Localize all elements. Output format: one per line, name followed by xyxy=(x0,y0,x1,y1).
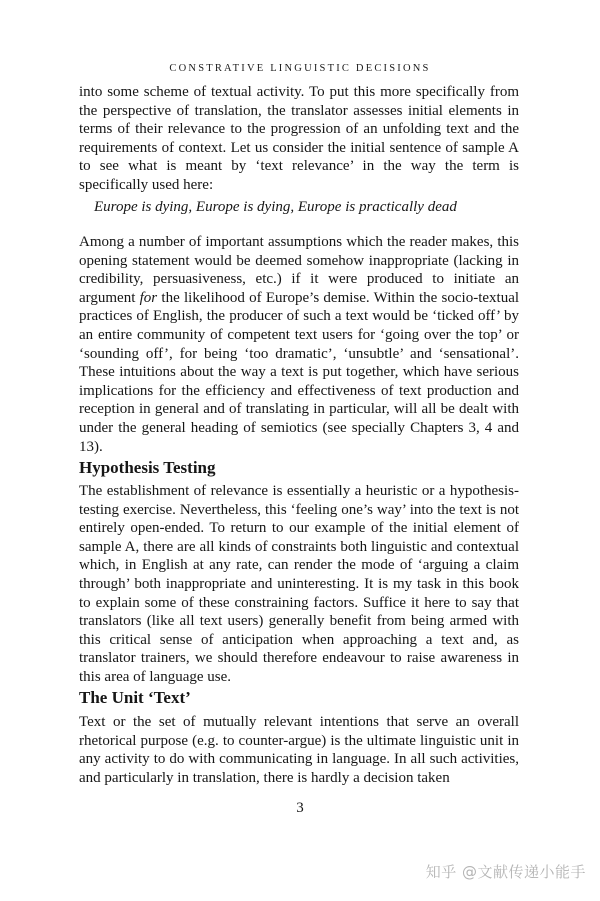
watermark: 知乎 @文献传递小能手 xyxy=(425,863,586,881)
paragraph-text xyxy=(79,233,519,456)
paragraph-text: Text or the set of mutually relevant intentions that serve an overall rhetorical purpose (e.g. to counter-argue) is the ultimate linguistic unit in any activity to do with communicating in language. In all such activities, and particularly in translation, there is hardly a decision taken xyxy=(79,714,519,786)
paragraph-intro xyxy=(79,83,519,195)
paragraph-text: into some scheme of textual activity. To put this more specifically from the perspective of translation, the translator assesses initial elements in terms of their relevance to the progression of an unfolding text and the requirements of context. Let us consider the initial sentence of sample A to see what is meant by ‘text relevance’ in the way the term is specifically used here: xyxy=(79,84,519,193)
section-heading-hypothesis: Hypothesis Testing xyxy=(79,458,216,477)
italic-word: for xyxy=(139,289,158,306)
paragraph-text: The establishment of relevance is essentially a heuristic or a hypothesis-testing exercise. Nevertheless, this ‘feeling one’s way’ into the text is not entirely open-ended. To return to our example of the initial element of sample A, there are all kinds of constraints both linguistic and contextual which, in English at any rate, can render the mode of ‘arguing a claim through’ both inappropriate and uninteresting. It is my task in this book to explain some of these constraining factors. Suffice it here to say that translators (like all text users) generally benefit from being armed with this critical sense of anticipation when approaching a text and, as translator trainers, we should therefore endeavour to raise awareness in this area of language use. xyxy=(79,483,519,685)
paragraph-hypothesis xyxy=(79,482,519,687)
running-head: CONSTRATIVE LINGUISTIC DECISIONS xyxy=(169,63,431,74)
section-heading-unit-text: The Unit ‘Text’ xyxy=(79,688,191,707)
paragraph-text-part: Among a number of important assumptions which the reader makes, this opening statement would be deemed somehow inappropriate (lacking in credibility, persuasiveness, etc.) if it were produced to initiate an argument xyxy=(79,234,519,306)
paragraph-assumptions xyxy=(79,233,519,456)
paragraph-text-part: the likelihood of Europe’s demise. Within the socio-textual practices of English, the producer of such a text would be ‘ticked off’ by an entire community of competent text users for ‘going over the top’ or ‘sounding off’, for being ‘too dramatic’, ‘unsubtle’ and ‘sensational’. These intuitions about the way a text is put together, which have serious implications for the efficiency and effectiveness of text production and reception in general and of translating in particular, will all be dealt with under the general heading of semiotics (see specially Chapters 3, 4 and 13). xyxy=(79,289,520,455)
page-number: 3 xyxy=(296,800,304,816)
epigraph-quote: Europe is dying, Europe is dying, Europe is practically dead xyxy=(94,199,457,215)
paragraph-unit-text xyxy=(79,713,519,787)
